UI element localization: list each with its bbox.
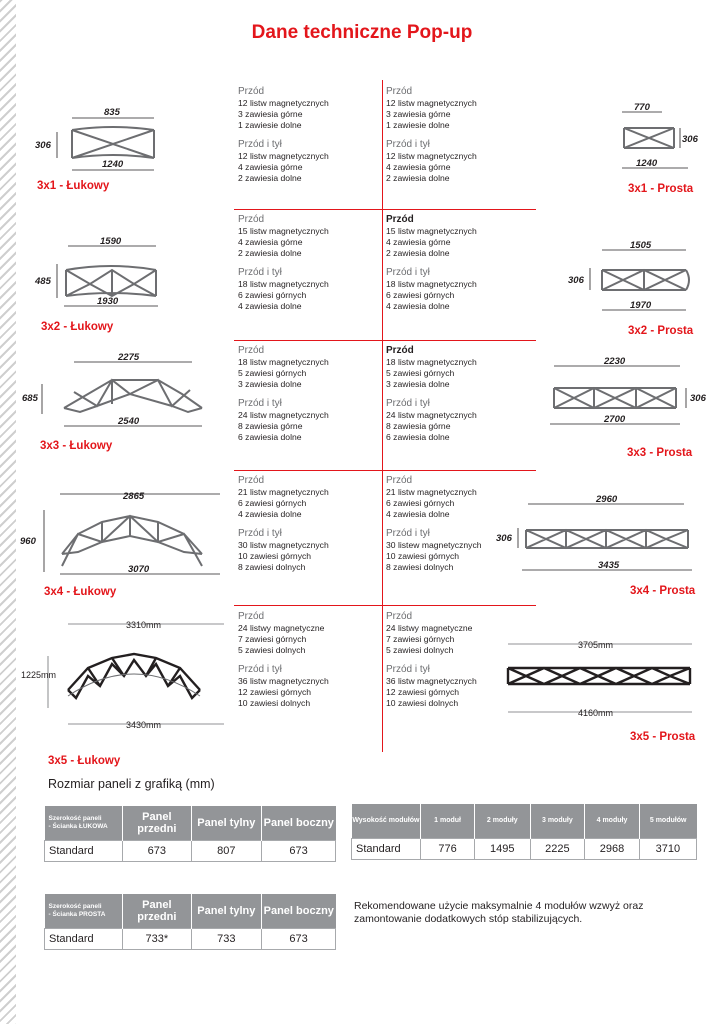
label-3x5-lukowy: 3x5 - Łukowy <box>48 755 121 767</box>
spec-heading: Przód i tył <box>386 663 430 675</box>
spec-block <box>386 345 532 443</box>
spec-block <box>386 86 532 184</box>
row-divider <box>234 605 536 606</box>
spec-line: 2 zawiesia dolne <box>238 248 302 259</box>
spec-heading: Przód i tył <box>386 527 430 539</box>
spec-block <box>238 214 384 312</box>
spec-line: 18 listw magnetycznych <box>238 357 329 367</box>
table-row <box>45 928 336 949</box>
table-corner: Wysokość modułów <box>352 804 421 838</box>
dim-height: 960 <box>20 536 36 547</box>
spec-heading: Przód i tył <box>238 397 282 409</box>
spec-line: 3 zawiesia dolne <box>386 379 450 390</box>
spec-line: 5 zawiesi górnych <box>386 368 455 379</box>
table-row <box>352 838 697 859</box>
spec-line: 6 zawiesia dolne <box>386 432 450 443</box>
spec-line: 5 zawiesi dolnych <box>238 645 306 656</box>
dim-width-bottom: 1930 <box>97 296 119 307</box>
spec-line: 30 listw magnetycznych <box>238 539 329 550</box>
spec-block <box>238 86 384 184</box>
spec-block <box>238 475 384 573</box>
spec-line: 24 listw magnetycznych <box>386 409 477 420</box>
diagram-3x2-prosta <box>568 236 708 316</box>
table-cell: 807 <box>191 840 261 861</box>
spec-line: 7 zawiesi górnych <box>238 634 307 645</box>
spec-line: 4 zawiesia dolne <box>386 301 450 312</box>
dim-width-top: 2960 <box>596 494 618 505</box>
dim-width-top: 835 <box>104 107 120 118</box>
spec-block <box>386 214 532 312</box>
spec-line: 5 zawiesi dolnych <box>386 645 454 656</box>
table-prosta <box>44 894 336 950</box>
spec-heading: Przód i tył <box>386 138 430 150</box>
dim-height: 306 <box>682 134 698 145</box>
row-divider <box>234 209 536 210</box>
label-3x1-prosta: 3x1 - Prosta <box>628 183 694 195</box>
spec-heading: Przód <box>238 214 265 225</box>
table-cell: 733* <box>123 928 192 949</box>
dim-width-bottom: 2700 <box>604 414 626 425</box>
dim-height: 306 <box>496 533 512 544</box>
spec-heading: Przód <box>238 86 265 97</box>
diagram-3x3-lukowy <box>22 350 212 434</box>
spec-line: 8 zawiesi dolnych <box>238 562 306 573</box>
spec-line: 6 zawiesi górnych <box>238 498 307 509</box>
table-cell: Standard <box>45 928 123 949</box>
table-module-heights <box>351 804 697 860</box>
spec-heading: Przód <box>238 611 265 622</box>
dim-width-top: 3310mm <box>126 620 162 630</box>
spec-line: 4 zawiesia górne <box>386 161 451 172</box>
spec-block <box>238 345 384 443</box>
diagram-3x2-lukowy <box>32 236 172 312</box>
spec-heading: Przód <box>238 345 265 356</box>
spec-line: 18 listw magnetycznych <box>386 357 477 367</box>
table-corner: Szerokość paneli - Ścianka ŁUKOWA <box>45 806 123 840</box>
page-title: Dane techniczne Pop-up <box>251 22 473 43</box>
spec-line: 15 listw magnetycznych <box>386 226 477 236</box>
dim-width-bottom: 3435 <box>598 560 620 571</box>
spec-line: 36 listw magnetycznych <box>386 675 477 686</box>
spec-line: 4 zawiesia dolne <box>238 301 302 312</box>
spec-line: 8 zawiesia górne <box>238 420 303 431</box>
spec-line: 4 zawiesia górne <box>238 237 303 248</box>
dim-width-bottom: 4160mm <box>578 708 614 718</box>
row-divider <box>234 470 536 471</box>
dim-width-top: 2230 <box>604 356 626 367</box>
table-cell: 673 <box>262 840 336 861</box>
dim-width-top: 1505 <box>630 240 652 251</box>
dim-width-top: 3705mm <box>578 640 614 650</box>
spec-line: 12 listw magnetycznych <box>238 98 329 108</box>
spec-line: 18 listw magnetycznych <box>238 278 329 289</box>
spec-line: 12 listw magnetycznych <box>386 98 477 108</box>
spec-line: 21 listw magnetycznych <box>386 487 477 497</box>
table-cell: 733 <box>191 928 261 949</box>
spec-line: 4 zawiesia górne <box>386 237 451 248</box>
col-header: Panel przedni <box>123 894 192 928</box>
spec-line: 2 zawiesia dolne <box>238 173 302 184</box>
dim-height: 485 <box>35 276 51 287</box>
label-3x3-lukowy: 3x3 - Łukowy <box>40 440 113 452</box>
spec-line: 1 zawiesie dolne <box>238 120 302 131</box>
spec-heading: Przód <box>386 86 413 97</box>
row-divider <box>234 340 536 341</box>
spec-line: 6 zawiesi górnych <box>386 498 455 509</box>
spec-line: 8 zawiesia górne <box>386 420 451 431</box>
spec-line: 2 zawiesia dolne <box>386 248 450 259</box>
spec-line: 12 listw magnetycznych <box>386 150 477 161</box>
diagram-3x4-lukowy <box>18 484 228 580</box>
col-header: Panel tylny <box>191 806 261 840</box>
dim-height: 1225mm <box>21 670 57 680</box>
decorative-stripe <box>0 0 16 1024</box>
dim-width-bottom: 3070 <box>128 564 150 575</box>
dim-width-top: 2275 <box>118 352 140 363</box>
spec-line: 4 zawiesia dolne <box>238 509 302 520</box>
spec-line: 8 zawiesi dolnych <box>386 562 454 573</box>
spec-line: 3 zawiesia dolne <box>238 379 302 390</box>
col-header: 4 moduły <box>585 804 640 838</box>
spec-line: 36 listw magnetycznych <box>238 675 329 686</box>
table-row <box>45 840 336 861</box>
label-3x2-prosta: 3x2 - Prosta <box>628 325 694 337</box>
col-header: Panel boczny <box>262 894 336 928</box>
spec-heading: Przód i tył <box>238 266 282 278</box>
col-header: Panel przedni <box>123 806 192 840</box>
spec-line: 2 zawiesia dolne <box>386 173 450 184</box>
table-cell: 2968 <box>585 838 640 859</box>
table-cell: 1495 <box>474 838 530 859</box>
spec-line: 21 listw magnetycznych <box>238 487 329 497</box>
spec-heading: Przód <box>386 214 414 225</box>
spec-line: 12 listw magnetycznych <box>238 150 329 161</box>
spec-line: 7 zawiesi górnych <box>386 634 455 645</box>
spec-line: 10 zawiesi górnych <box>238 550 312 561</box>
spec-heading: Przód i tył <box>238 527 282 539</box>
spec-heading: Przód i tył <box>386 266 430 278</box>
label-3x4-prosta: 3x4 - Prosta <box>630 585 696 597</box>
dim-height: 306 <box>35 140 51 151</box>
spec-line: 4 zawiesia górne <box>238 161 303 172</box>
spec-line: 6 zawiesia dolne <box>238 432 302 443</box>
dim-width-top: 770 <box>634 102 650 113</box>
diagram-3x1-lukowy <box>32 100 172 176</box>
col-header: 5 modułów <box>639 804 696 838</box>
spec-line: 3 zawiesia górne <box>238 109 303 120</box>
spec-heading: Przód <box>386 475 413 486</box>
spec-line: 24 listw magnetycznych <box>238 409 329 420</box>
col-header: Panel tylny <box>191 894 261 928</box>
label-3x2-lukowy: 3x2 - Łukowy <box>41 321 114 333</box>
table-cell: 776 <box>421 838 475 859</box>
spec-line: 6 zawiesi górnych <box>238 289 307 300</box>
label-3x1-lukowy: 3x1 - Łukowy <box>37 180 110 192</box>
table-cell: Standard <box>352 838 421 859</box>
spec-line: 15 listw magnetycznych <box>238 226 329 236</box>
dim-width-top: 2865 <box>123 491 145 502</box>
dim-width-bottom: 1240 <box>636 158 658 169</box>
col-header: 3 moduły <box>530 804 585 838</box>
diagram-3x5-prosta <box>496 630 706 722</box>
spec-line: 18 listw magnetycznych <box>386 278 477 289</box>
label-3x3-prosta: 3x3 - Prosta <box>627 447 693 459</box>
label-3x4-lukowy: 3x4 - Łukowy <box>44 586 117 598</box>
table-cell: 3710 <box>639 838 696 859</box>
table-cell: 673 <box>123 840 192 861</box>
col-header: 2 moduły <box>474 804 530 838</box>
diagram-3x1-prosta <box>596 98 706 174</box>
col-header: Panel boczny <box>262 806 336 840</box>
spec-line: 6 zawiesi górnych <box>386 289 455 300</box>
spec-line: 12 zawiesi górnych <box>386 686 460 697</box>
spec-line: 24 listwy magnetyczne <box>386 623 473 633</box>
spec-line: 10 zawiesi dolnych <box>238 698 311 709</box>
spec-line: 10 zawiesi dolnych <box>386 698 459 709</box>
table-cell: 2225 <box>530 838 585 859</box>
spec-heading: Przód i tył <box>238 663 282 675</box>
spec-heading: Przód <box>238 475 265 486</box>
dim-height: 685 <box>22 393 38 404</box>
spec-block <box>238 611 384 709</box>
spec-line: 3 zawiesia górne <box>386 109 451 120</box>
dim-width-bottom: 1970 <box>630 300 652 311</box>
diagram-3x3-prosta <box>540 352 710 432</box>
spec-line: 10 zawiesi górnych <box>386 550 460 561</box>
table-cell: 673 <box>262 928 336 949</box>
dim-width-bottom: 2540 <box>118 416 140 427</box>
spec-line: 1 zawiesie dolne <box>386 120 450 131</box>
panel-size-heading: Rozmiar paneli z grafiką (mm) <box>48 777 215 791</box>
spec-heading: Przód <box>386 345 414 356</box>
spec-line: 30 listew magnetycznych <box>386 539 482 550</box>
dim-width-bottom: 1240 <box>102 159 124 170</box>
table-corner: Szerokość paneli - Ścianka PROSTA <box>45 894 123 928</box>
spec-line: 24 listwy magnetyczne <box>238 623 325 633</box>
spec-line: 5 zawiesi górnych <box>238 368 307 379</box>
diagram-3x4-prosta <box>492 490 702 576</box>
spec-heading: Przód i tył <box>238 138 282 150</box>
dim-height: 306 <box>568 275 584 286</box>
dim-width-bottom: 3430mm <box>126 720 162 730</box>
spec-line: 4 zawiesia dolne <box>386 509 450 520</box>
diagram-3x5-lukowy <box>18 616 238 742</box>
col-header: 1 moduł <box>421 804 475 838</box>
spec-heading: Przód <box>386 611 413 622</box>
table-cell: Standard <box>45 840 123 861</box>
dim-width-top: 1590 <box>100 236 122 247</box>
spec-heading: Przód i tył <box>386 397 430 409</box>
dim-height: 306 <box>690 393 706 404</box>
label-3x5-prosta: 3x5 - Prosta <box>630 731 696 743</box>
table-lukowa <box>44 806 336 862</box>
recommendation-note: Rekomendowane użycie maksymalnie 4 modułów wzwyż oraz zamontowanie dodatkowych stóp stabilizujących. <box>354 900 644 925</box>
spec-line: 12 zawiesi górnych <box>238 686 312 697</box>
